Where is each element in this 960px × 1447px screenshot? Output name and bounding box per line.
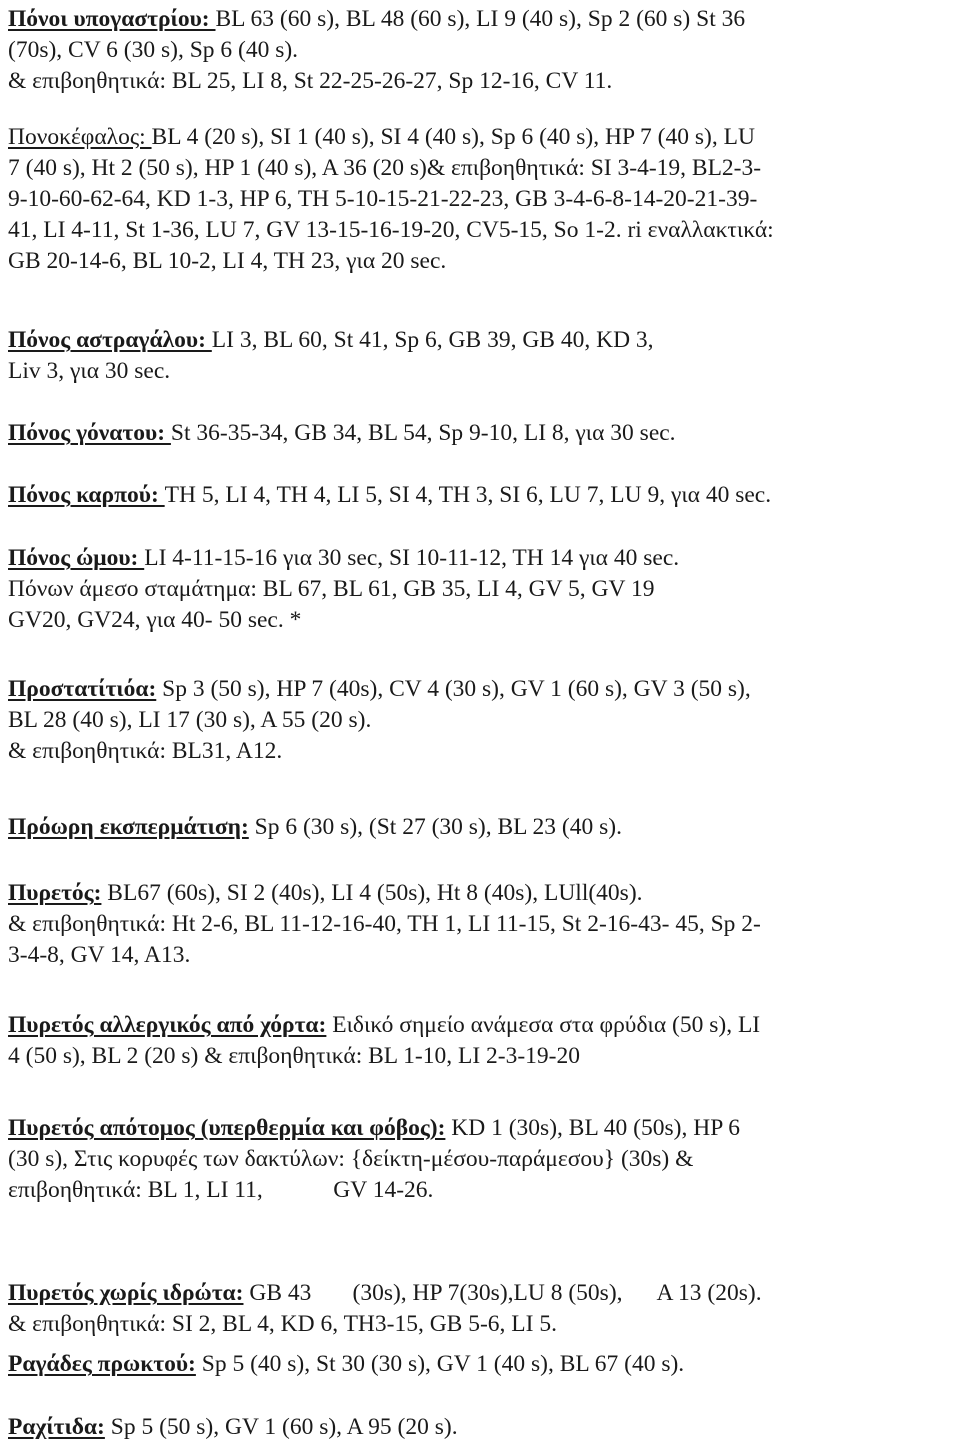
entry-sudden-fever [8,1113,952,1206]
entry-line [8,1412,952,1443]
entry-text: KD 1 (30s), BL 40 (50s), HP 6 [445,1115,741,1141]
entry-heading: Πονοκέφαλος: [8,124,152,150]
entry-line: (70s), CV 6 (30 s), Sp 6 (40 s). [8,37,299,63]
entry-ankle-pain [8,325,952,387]
entry-line: GV20, GV24, για 40- 50 sec. * [8,607,302,633]
entry-text: Ειδικό σημείο ανάμεσα στα φρύδια (50 s), LI [326,1012,761,1038]
entry-heading: Πόνος καρπού: [8,482,165,508]
entry-line: 9-10-60-62-64, KD 1-3, HP 6, TH 5-10-15-21-22-23, GB 3-4-6-8-14-20-21-39- [8,186,758,212]
entry-heading: Προστατίτιόα: [8,676,157,702]
entry-line: & επιβοηθητικά: BL 25, LI 8, St 22-25-26-27, Sp 12-16, CV 11. [8,68,613,94]
entry-fever [8,878,952,971]
entry-headache [8,122,952,277]
entry-line [8,480,952,511]
entry-line [8,1349,952,1380]
entry-text: LI 4-11-15-16 για 30 sec, SI 10-11-12, TH 14 για 40 sec. [144,545,680,571]
entry-line: επιβοηθητικά: BL 1, LI 11, GV 14-26. [8,1177,434,1203]
entry-line [8,1113,952,1144]
entry-text: St 36-35-34, GB 34, BL 54, Sp 9-10, LI 8, για 30 sec. [170,420,676,446]
entry-line: 7 (40 s), Ht 2 (50 s), HP 1 (40 s), A 36 (20 s)& επιβοηθητικά: SI 3-4-19, BL2-3- [8,155,762,181]
entry-text: Sp 5 (40 s), St 30 (30 s), GV 1 (40 s), BL 67 (40 s). [195,1351,685,1377]
entry-premature-ejaculation [8,812,952,843]
entry-fever-without-sweat [8,1247,952,1340]
entry-line: & επιβοηθητικά: SI 2, BL 4, KD 6, TH3-15, GB 5-6, LI 5. [8,1311,557,1337]
entry-line [8,122,952,153]
entry-text: BL 4 (20 s), SI 1 (40 s), SI 4 (40 s), Sp 6 (40 s), HP 7 (40 s), LU [151,124,755,150]
entry-line [8,878,952,909]
entry-line: Liv 3, για 30 sec. [8,358,171,384]
entry-heading: Πυρετός αλλεργικός από χόρτα: [8,1012,327,1038]
entry-line: (30 s), Στις κορυφές των δακτύλων: {δείκτη-μέσου-παράμεσου} (30s) & [8,1146,694,1172]
entry-wrist-pain [8,480,952,511]
entry-text: LI 3, BL 60, St 41, Sp 6, GB 39, GB 40, KD 3, [211,327,654,353]
entry-line [8,1010,952,1041]
entry-heading: Πυρετός: [8,880,102,906]
entry-line [8,325,952,356]
entry-text: BL 63 (60 s), BL 48 (60 s), LI 9 (40 s), Sp 2 (60 s) St 36 [215,6,746,32]
entry-heading: Ραχίτιδα: [8,1414,105,1440]
entry-line [8,4,952,35]
entry-text: Sp 3 (50 s), HP 7 (40s), CV 4 (30 s), GV 1 (60 s), GV 3 (50 s), [156,676,751,702]
entry-heading: Πόνος ώμου: [8,545,145,571]
entry-line [8,418,952,449]
entry-anal-fissures [8,1349,952,1380]
entry-line [8,674,952,705]
entry-line: BL 28 (40 s), LI 17 (30 s), A 55 (20 s). [8,707,372,733]
entry-heading: Πρόωρη εκσπερμάτιση: [8,814,249,840]
entry-heading: Πυρετός χωρίς ιδρώτα: [8,1280,244,1306]
entry-prostatitis [8,674,952,767]
entry-line: 4 (50 s), BL 2 (20 s) & επιβοηθητικά: BL 1-10, LI 2-3-19-20 [8,1043,581,1069]
entry-heading: Πυρετός απότομος (υπερθερμία και φόβος): [8,1115,446,1141]
entry-rickets [8,1412,952,1443]
entry-text: TH 5, LI 4, TH 4, LI 5, SI 4, TH 3, SI 6, LU 7, LU 9, για 40 sec. [164,482,772,508]
entry-text: GB 43 (30s), HP 7(30s),LU 8 (50s), A 13 (20s). [243,1280,762,1306]
entry-line: 41, LI 4-11, St 1-36, LU 7, GV 13-15-16-19-20, CV5-15, So 1-2. ri εναλλακτικά: [8,217,774,243]
entry-line: 3-4-8, GV 14, A13. [8,942,191,968]
entry-knee-pain [8,418,952,449]
entry-line [8,1247,952,1309]
entry-heading: Πόνος αστραγάλου: [8,327,212,353]
entry-line [8,812,952,843]
entry-line: & επιβοηθητικά: BL31, A12. [8,738,283,764]
entry-allergic-fever [8,1010,952,1072]
entry-line: GB 20-14-6, BL 10-2, LI 4, TH 23, για 20 sec. [8,248,447,274]
entry-text: Sp 6 (30 s), (St 27 (30 s), BL 23 (40 s). [248,814,622,840]
entry-shoulder-pain [8,543,952,636]
entry-heading: Ραγάδες πρωκτού: [8,1351,196,1377]
entry-heading: Πόνος γόνατου: [8,420,171,446]
entry-line: & επιβοηθητικά: Ht 2-6, BL 11-12-16-40, TH 1, LI 11-15, St 2-16-43- 45, Sp 2- [8,911,761,937]
entry-lower-abdominal-pain [8,4,952,97]
entry-line: Πόνων άμεσο σταμάτημα: BL 67, BL 61, GB 35, LI 4, GV 5, GV 19 [8,576,655,602]
entry-heading: Πόνοι υπογαστρίου: [8,6,216,32]
entry-text: BL67 (60s), SI 2 (40s), LI 4 (50s), Ht 8 (40s), LUll(40s). [101,880,643,906]
entry-line [8,543,952,574]
entry-text: Sp 5 (50 s), GV 1 (60 s), A 95 (20 s). [104,1414,458,1440]
